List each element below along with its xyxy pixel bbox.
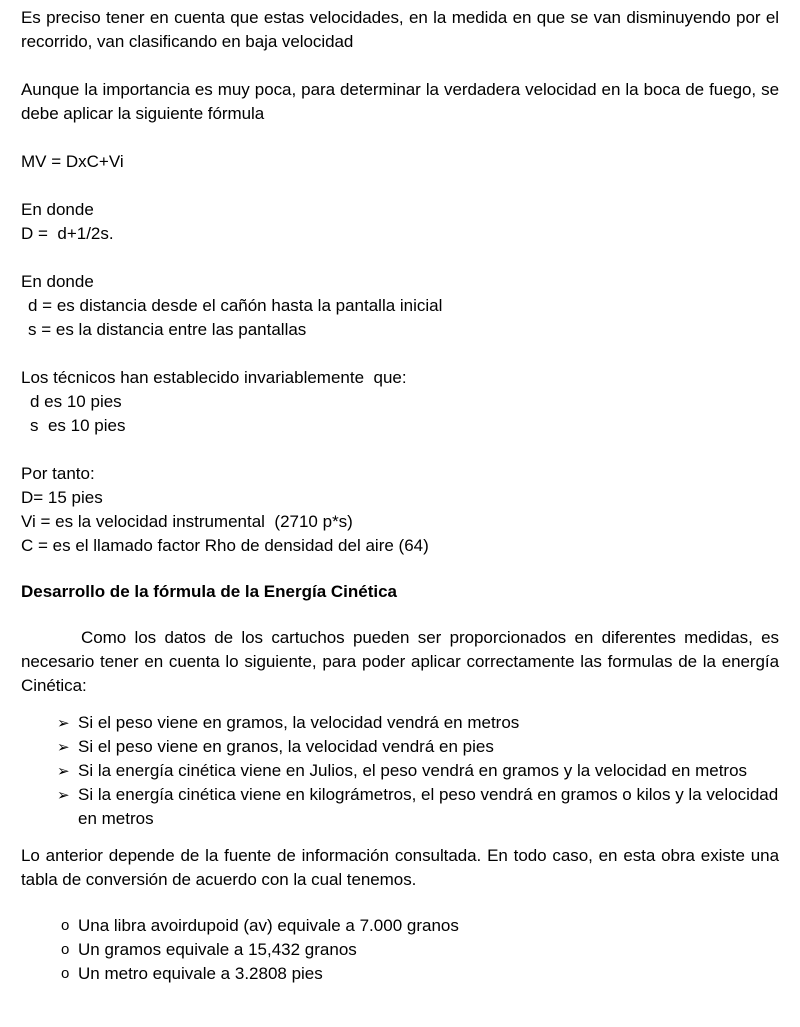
arrow-bullet-icon: ➢ <box>57 738 70 756</box>
paragraph-spacer <box>21 174 779 198</box>
list-item-label: Si el peso viene en granos, la velocidad vendrá en pies <box>78 737 494 756</box>
list-item-label: Un gramos equivale a 15,432 granos <box>78 940 357 959</box>
list-item-label: Una libra avoirdupoid (av) equivale a 7.000 granos <box>78 916 459 935</box>
arrow-bullet-list <box>21 711 779 831</box>
list-item <box>21 914 779 938</box>
paragraph-spacer <box>21 558 779 580</box>
definition-s: s = es la distancia entre las pantallas <box>28 320 307 339</box>
paragraph-tecnicos: Los técnicos han establecido invariablemente que: <box>21 368 407 387</box>
paragraph-spacer <box>21 604 779 626</box>
list-item <box>21 962 779 986</box>
section-heading-desarrollo: Desarrollo de la fórmula de la Energía Cinética <box>21 582 398 601</box>
circle-bullet-icon: o <box>61 941 70 958</box>
list-item-label: Un metro equivale a 3.2808 pies <box>78 964 323 983</box>
definition-d: d = es distancia desde el cañón hasta la pantalla inicial <box>28 296 443 315</box>
arrow-bullet-icon: ➢ <box>57 714 70 732</box>
paragraph-spacer <box>21 698 779 711</box>
formula-mv: MV = DxC+Vi <box>21 152 124 171</box>
value-D-pies: D= 15 pies <box>21 488 103 507</box>
paragraph-lo-anterior: Lo anterior depende de la fuente de información consultada. En todo caso, en esta obra existe una tabla de conversión de acuerdo con la cual tenemos. <box>21 846 779 889</box>
circle-bullet-list <box>21 914 779 986</box>
paragraph-spacer <box>21 831 779 844</box>
circle-bullet-icon: o <box>61 917 70 934</box>
label-en-donde-2: En donde <box>21 272 94 291</box>
paragraph-spacer <box>21 892 779 914</box>
value-C: C = es el llamado factor Rho de densidad del aire (64) <box>21 536 429 555</box>
list-item <box>21 735 779 759</box>
list-item-label: Si la energía cinética viene en Julios, el peso vendrá en gramos y la velocidad en metros <box>78 761 748 780</box>
list-item-label: Si el peso viene en gramos, la velocidad vendrá en metros <box>78 713 520 732</box>
paragraph-spacer <box>21 342 779 366</box>
label-en-donde-1: En donde <box>21 200 94 219</box>
list-item <box>21 711 779 735</box>
paragraph-spacer <box>21 438 779 462</box>
arrow-bullet-icon: ➢ <box>57 786 70 804</box>
circle-bullet-icon: o <box>61 965 70 982</box>
formula-d: D = d+1/2s. <box>21 224 114 243</box>
value-d: d es 10 pies <box>30 392 122 411</box>
list-item-label: Si la energía cinética viene en kilográmetros, el peso vendrá en gramos o kilos y la velocidad en metros <box>78 785 779 828</box>
paragraph-spacer <box>21 126 779 150</box>
list-item <box>21 938 779 962</box>
value-Vi: Vi = es la velocidad instrumental (2710 p*s) <box>21 512 353 531</box>
paragraph-velocidades: Es preciso tener en cuenta que estas velocidades, en la medida en que se van disminuyendo por el recorrido, van clasificando en baja velocidad <box>21 8 779 51</box>
paragraph-spacer <box>21 54 779 78</box>
paragraph-spacer <box>21 246 779 270</box>
list-item <box>21 759 779 783</box>
paragraph-importancia: Aunque la importancia es muy poca, para determinar la verdadera velocidad en la boca de fuego, se debe aplicar la siguiente fórmula <box>21 80 779 123</box>
label-por-tanto: Por tanto: <box>21 464 95 483</box>
list-item <box>21 783 779 831</box>
arrow-bullet-icon: ➢ <box>57 762 70 780</box>
value-s: s es 10 pies <box>30 416 126 435</box>
paragraph-como-datos: Como los datos de los cartuchos pueden ser proporcionados en diferentes medidas, es necesario tener en cuenta lo siguiente, para poder aplicar correctamente las formulas de la energía Cinética: <box>21 628 779 695</box>
